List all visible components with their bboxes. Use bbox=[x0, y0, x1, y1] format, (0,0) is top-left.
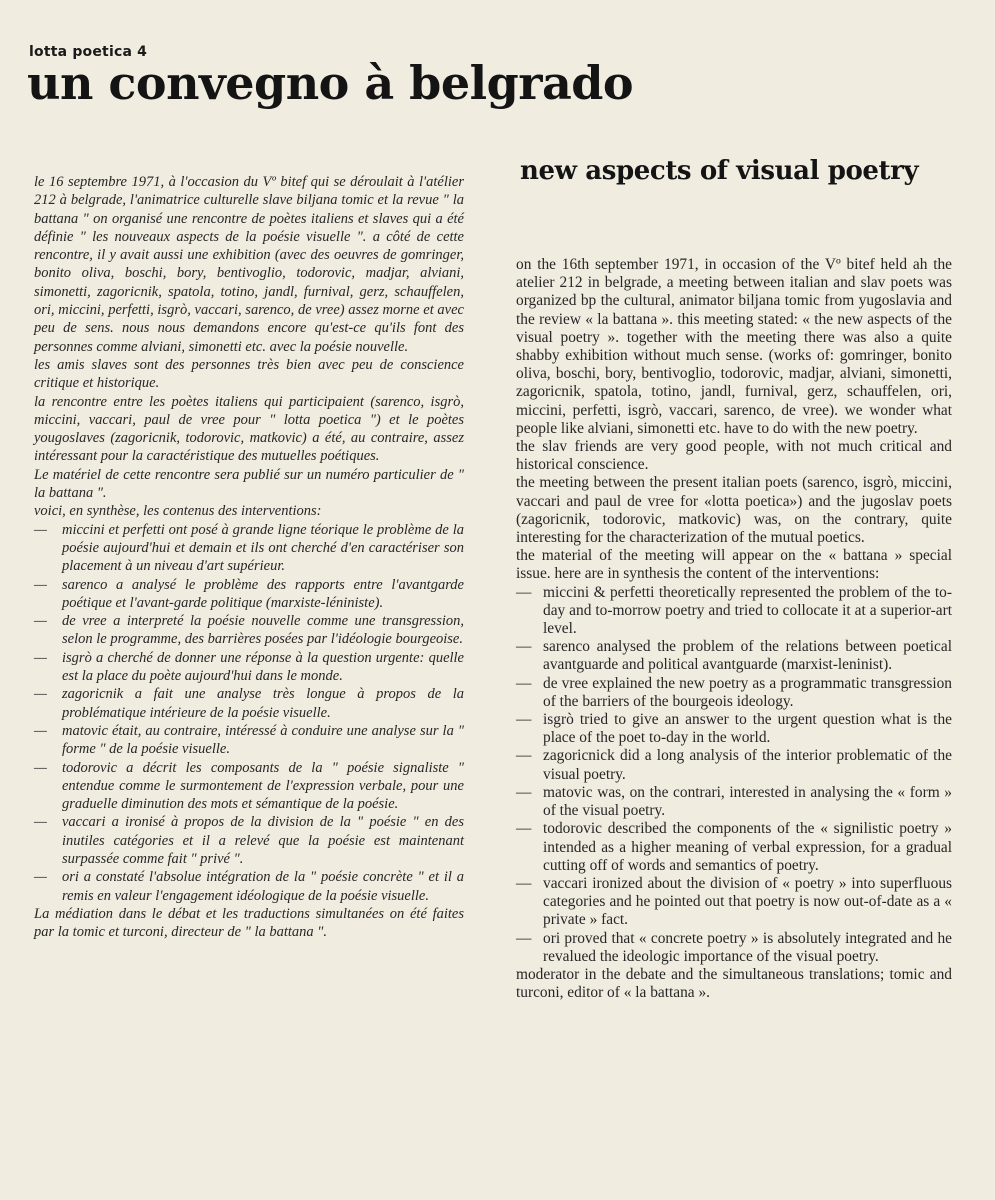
english-paragraph: on the 16th september 1971, in occasion of the Vº bitef held ah the atelier 212 in belgrade, a meeting between italian and slav poets was organized bp the cultural, animator biljana tomic from yugoslavia and the review « la battana ». this meeting stated: « the new aspects of the visual poetry ». together with the meeting there was also a quite shabby exhibition without much sense. (works of: gomringer, bonito oliva, boschi, bory, bentivoglio, todorovic, madjar, alviani, simonetti, zagoricnik, spatola, totino, jandl, furnival, gerz, schauffelen, ori, miccini, perfetti, isgrò, vaccari, sarenco, de vree). we wonder what people like alviani, simonetti etc. have to do with the new poetry. bbox=[516, 256, 952, 437]
english-column bbox=[516, 256, 952, 1002]
french-list-item: — todorovic a décrit les composants de la " poésie signaliste " entendue comme le surmontement de l'expression verbale, pour une graduelle diminution des mots et sémantique de la poésie. bbox=[34, 759, 464, 813]
english-list-item: — ori proved that « concrete poetry » is absolutely integrated and he revalued the ideologic importance of the visual poetry. bbox=[516, 929, 952, 965]
french-paragraph: le 16 septembre 1971, à l'occasion du Vº bitef qui se déroulait à l'atélier 212 à belgrade, l'animatrice culturelle slave biljana tomic et la revue " la battana " on organisé une rencontre de poètes italiens et slaves qui a été définie " les nouveaux aspects de la poésie visuelle ". a côté de cette rencontre, il y avait aussi une exhibition (avec des oeuvres de gomringer, bonito oliva, boschi, bory, bentivoglio, todorovic, madjar, alviani, simonetti, zagoricnik, spatola, totino, jandl, furnival, gerz, schauffelen, ori, miccini, perfetti, isgrò, vaccari, sarenco, de vree) assez morne et avec peu de sens. nous nous demandons encore qu'est-ce qu'ils font des personnes comme alviani, simonetti etc. avec la poésie nouvelle. bbox=[34, 174, 464, 355]
french-paragraph: la rencontre entre les poètes italiens qui participaient (sarenco, isgrò, miccini, vaccari, paul de vree pour " lotta poetica ") et le poètes yougoslaves (zagoricnik, todorovic, matkovic) a été, au contraire, assez intéressant pour la caractéristique des mutuelles poétiques. bbox=[34, 393, 464, 465]
english-title: new aspects of visual poetry bbox=[520, 156, 919, 186]
english-list-item: — matovic was, on the contrari, interested in analysing the « form » of the visual poetry. bbox=[516, 783, 952, 820]
series-label: lotta poetica 4 bbox=[29, 44, 148, 60]
french-list-item: — matovic était, au contraire, intéressé à conduire une analyse sur la " forme " de la poésie visuelle. bbox=[34, 722, 464, 758]
english-paragraph: the material of the meeting will appear on the « battana » special issue. here are in synthesis the content of the interventions: bbox=[516, 547, 952, 583]
english-closing: moderator in the debate and the simultaneous translations; tomic and turconi, editor of « la battana ». bbox=[516, 965, 952, 1002]
french-list-item: — de vree a interpreté la poésie nouvelle comme une transgression, selon le programme, des barrières posées par l'idéologie bourgeoise. bbox=[34, 613, 464, 648]
english-list-item: — todorovic described the components of the « signilistic poetry » intended as a higher meaning of verbal expression, for a gradual cutting off of words and semantics of poetry. bbox=[516, 820, 952, 874]
french-paragraph: voici, en synthèse, les contenus des interventions: bbox=[34, 503, 322, 520]
english-list-item: — isgrò tried to give an answer to the urgent question what is the place of the poet to-day in the world. bbox=[516, 711, 952, 747]
french-paragraph: les amis slaves sont des personnes très bien avec peu de conscience critique et historique. bbox=[34, 356, 464, 392]
french-column bbox=[34, 173, 464, 941]
english-list-item: — zagoricnick did a long analysis of the interior problematic of the visual poetry. bbox=[516, 747, 952, 783]
french-list-item: — isgrò a cherché de donner une réponse à la question urgente: quelle est la place du poète aujourd'hui dans le monde. bbox=[34, 649, 464, 685]
english-paragraph: the slav friends are very good people, with not much critical and historical conscience. bbox=[516, 438, 952, 474]
french-paragraph: Le matériel de cette rencontre sera publié sur un numéro particulier de " la battana ". bbox=[34, 466, 464, 502]
french-closing: La médiation dans le débat et les traductions simultanées on été faites par la tomic et turconi, directeur de " la battana ". bbox=[34, 905, 464, 941]
french-list-item: — vaccari a ironisé à propos de la division de la " poésie " en des inutiles catégories et il a relevé que la poésie est maintenant surpassée comme fait " privé ". bbox=[34, 814, 464, 867]
page-title: un convegno à belgrado bbox=[27, 56, 634, 110]
french-list-item: — ori a constaté l'absolue intégration de la " poésie concrète " et il a remis en valeur l'engagement idéologique de la poésie visuelle. bbox=[34, 869, 464, 904]
english-list-item: — sarenco analysed the problem of the relations between poetical avantguarde and political avantguarde (marxist-leninist). bbox=[516, 638, 952, 674]
english-paragraph: the meeting between the present italian poets (sarenco, isgrò, miccini, vaccari and paul de vree for «lotta poetica») and the jugoslav poets (zagoricnik, todorovic, matkovic) was, on the contrary, quite interesting for the characterization of the mutual poetics. bbox=[516, 474, 952, 547]
french-list-item: — sarenco a analysé le problème des rapports entre l'avantgarde poétique et l'avant-garde politique (marxiste-léniniste). bbox=[34, 576, 464, 611]
english-list-item: — de vree explained the new poetry as a programmatic transgression of the barriers of the bourgeois ideology. bbox=[516, 674, 952, 710]
english-list-item: — vaccari ironized about the division of « poetry » into superfluous categories and he pointed out that poetry is now out-of-date as a « private » fact. bbox=[516, 874, 952, 929]
english-list-item: — miccini & perfetti theoretically represented the problem of the to-day and to-morrow poetry and tried to collocate it at a superior-art level. bbox=[516, 583, 952, 638]
french-list-item: — zagoricnik a fait une analyse très longue à propos de la problématique intérieure de la poésie visuelle. bbox=[34, 686, 464, 721]
french-list-item: — miccini et perfetti ont posé à grande ligne téorique le problème de la poésie aujourd'hui et demain et ils ont cherché d'en caractériser son placement à un niveau d'art supérieur. bbox=[34, 521, 464, 575]
